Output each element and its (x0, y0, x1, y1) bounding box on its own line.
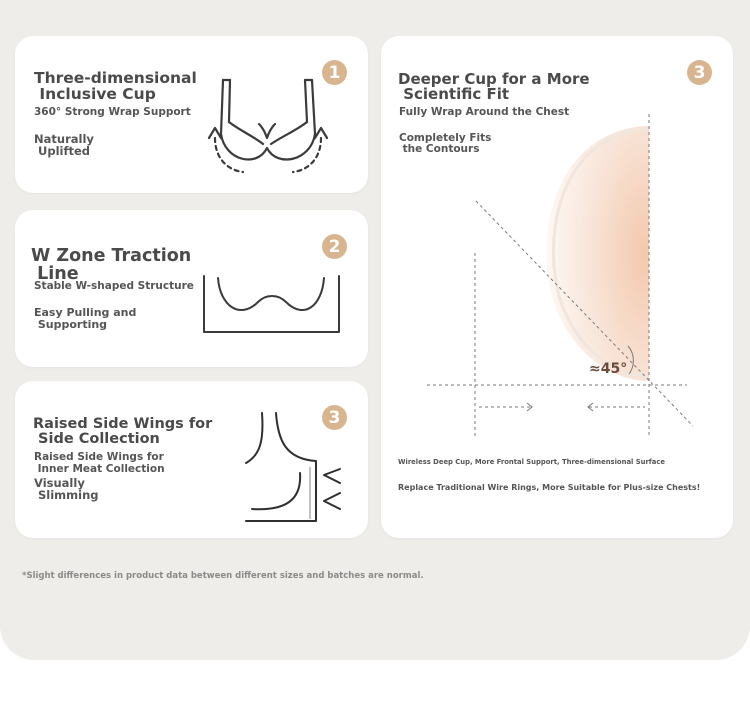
panel-note: Completely Fits the Contours (399, 132, 492, 156)
card-note: Visually Slimming (34, 476, 99, 503)
step-badge: 3 (687, 60, 712, 85)
card-subtitle: Stable W-shaped Structure (34, 280, 194, 292)
feature-card-inclusive-cup (15, 36, 368, 193)
panel-caption-line-2: Replace Traditional Wire Rings, More Suitable for Plus-size Chests! (398, 483, 701, 492)
card-title: Raised Side Wings for Side Collection (33, 416, 213, 447)
panel-caption-line-1: Wireless Deep Cup, More Frontal Support, Three-dimensional Surface (398, 458, 665, 466)
disclaimer-footer: *Slight differences in product data between different sizes and batches are normal. (22, 571, 424, 581)
side-wing-collection-icon (240, 411, 350, 526)
feature-card-side-wings (15, 381, 368, 538)
card-title: W Zone Traction Line (31, 246, 192, 284)
w-shaped-structure-icon (200, 272, 345, 336)
angle-label: ≈45° (589, 361, 628, 377)
feature-card-w-zone (15, 210, 368, 367)
panel-subtitle: Fully Wrap Around the Chest (399, 106, 570, 118)
card-note: Easy Pulling and Supporting (34, 306, 137, 331)
panel-title: Deeper Cup for a More Scientific Fit (398, 70, 590, 103)
step-badge: 2 (322, 234, 347, 259)
card-subtitle: Raised Side Wings for Inner Meat Collection (34, 451, 165, 475)
card-subtitle: 360° Strong Wrap Support (34, 106, 191, 118)
card-note: Naturally Uplifted (34, 132, 94, 159)
deep-cup-diagram-icon (381, 36, 733, 456)
bra-cup-uplift-icon (195, 76, 340, 176)
deep-cup-feature-panel (381, 36, 733, 538)
step-badge: 3 (322, 405, 347, 430)
card-title: Three-dimensional Inclusive Cup (34, 69, 197, 103)
step-badge: 1 (322, 60, 347, 85)
